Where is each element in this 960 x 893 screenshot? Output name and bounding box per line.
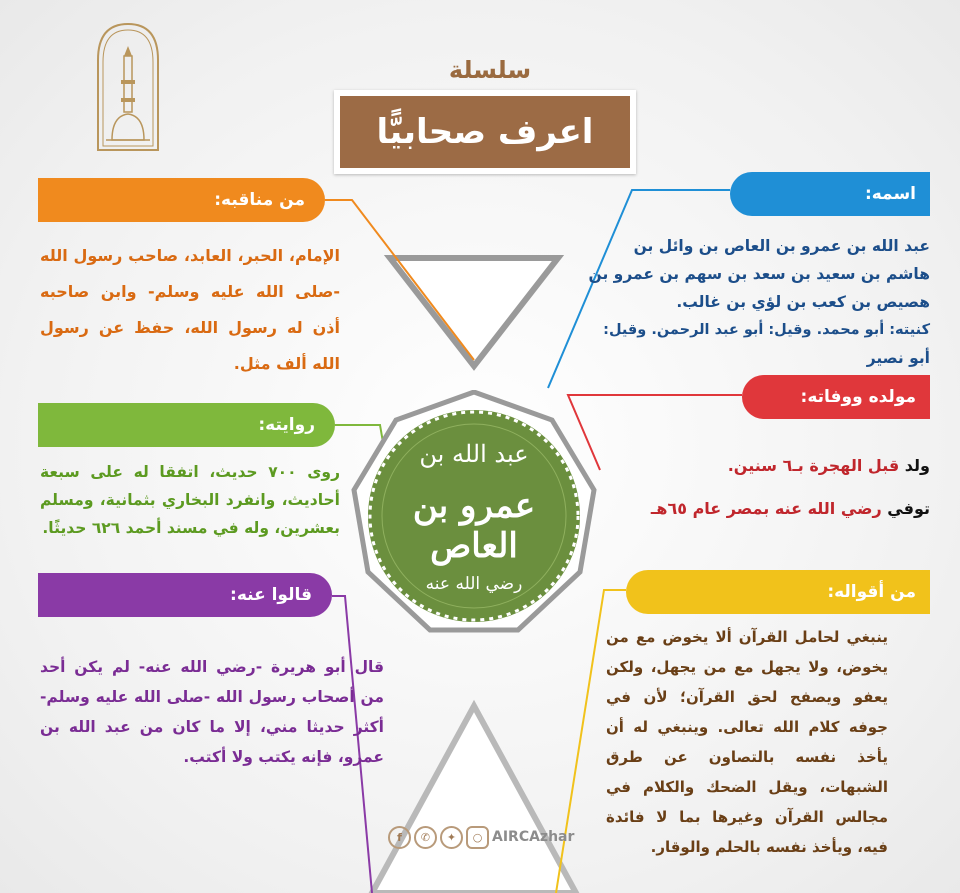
birth-text: قبل الهجرة بـ٦ سنين. bbox=[727, 456, 900, 475]
narration-section-header bbox=[38, 403, 335, 447]
facebook-icon[interactable]: f bbox=[388, 826, 411, 849]
virtues-section-text: الإمام، الحبر، العابد، صاحب رسول الله -صلى الله عليه وسلم- وابن صاحبه أذن له رسول الله، حفظ عن رسول الله ألف مثل. bbox=[40, 246, 340, 373]
said-about-section-label: قالوا عنه: bbox=[230, 585, 312, 605]
sayings-section-header bbox=[626, 570, 930, 614]
center-name-line2: عمرو بن العاص bbox=[412, 486, 536, 566]
said-about-section-header bbox=[38, 573, 332, 617]
virtues-section-label: من مناقبه: bbox=[214, 190, 305, 210]
sayings-section-text: ينبغي لحامل القرآن ألا يخوض مع من يخوض، ولا يجهل مع من يجهل، ولكن يعفو ويصفح لحق القرآن؛ لأن في جوفه كلام الله تعالى. وينبغي له أن يأخذ نفسه بالتصاون عن طرق الشبهات، ويقل الضحك والكلام في مجالس القرآن وغيرها بما لا فائدة فيه، ويأخذ نفسه بالحلم والوقار. bbox=[606, 628, 888, 856]
page-title: اعرف صحابيًّا bbox=[340, 96, 630, 168]
name-section-text bbox=[570, 232, 930, 372]
instagram-icon[interactable]: ○ bbox=[466, 826, 489, 849]
birth-line bbox=[640, 452, 930, 480]
center-honorific: رضي الله عنه bbox=[425, 574, 523, 594]
title-frame bbox=[334, 90, 636, 174]
death-prefix: توفي bbox=[887, 499, 930, 518]
birth-prefix: ولد bbox=[904, 456, 930, 475]
death-line bbox=[620, 495, 930, 523]
azhar-logo bbox=[94, 20, 162, 160]
twitter-icon[interactable]: ✦ bbox=[440, 826, 463, 849]
name-line: هصيص بن كعب بن لؤي بن غالب. bbox=[676, 293, 930, 311]
birth-death-section-label: مولده ووفاته: bbox=[800, 387, 916, 407]
virtues-section-header bbox=[38, 178, 325, 222]
center-name-line1: عبد الله بن bbox=[419, 440, 529, 468]
top-triangle bbox=[390, 258, 558, 366]
name-line: عبد الله بن عمرو بن العاص بن وائل بن bbox=[633, 237, 930, 255]
name-section-header bbox=[730, 172, 930, 216]
name-line: هاشم بن سعيد بن سعد بن سهم بن عمرو بن bbox=[588, 265, 930, 283]
narration-section-label: روايته: bbox=[258, 415, 315, 435]
series-label: سلسلة bbox=[448, 56, 532, 84]
said-about-section-text: قال أبو هريرة -رضي الله عنه- لم يكن أحد من أصحاب رسول الله -صلى الله عليه وسلم- أكثر حديثا مني، إلا ما كان من عبد الله بن عمرو، فإنه يكتب ولا أكتب. bbox=[40, 658, 384, 766]
birth-death-section-header bbox=[742, 375, 930, 419]
whatsapp-icon[interactable]: ✆ bbox=[414, 826, 437, 849]
kunya-line: كنيته: أبو محمد. وقيل: أبو عبد الرحمن. وقيل: bbox=[603, 322, 930, 338]
social-handle[interactable]: AIRCAzhar bbox=[492, 829, 575, 845]
narration-section-text: روى ٧٠٠ حديث، اتفقا له على سبعة أحاديث، وانفرد البخاري بثمانية، ومسلم بعشرين، وله في مسند أحمد ٦٢٦ حديثًا. bbox=[40, 463, 340, 537]
kunya-line: أبو نصير bbox=[866, 349, 930, 367]
name-section-label: اسمه: bbox=[864, 184, 916, 204]
death-text: رضي الله عنه بمصر عام ٦٥هـ bbox=[650, 499, 882, 518]
sayings-section-label: من أقواله: bbox=[827, 582, 916, 602]
bottom-triangle bbox=[372, 706, 576, 893]
